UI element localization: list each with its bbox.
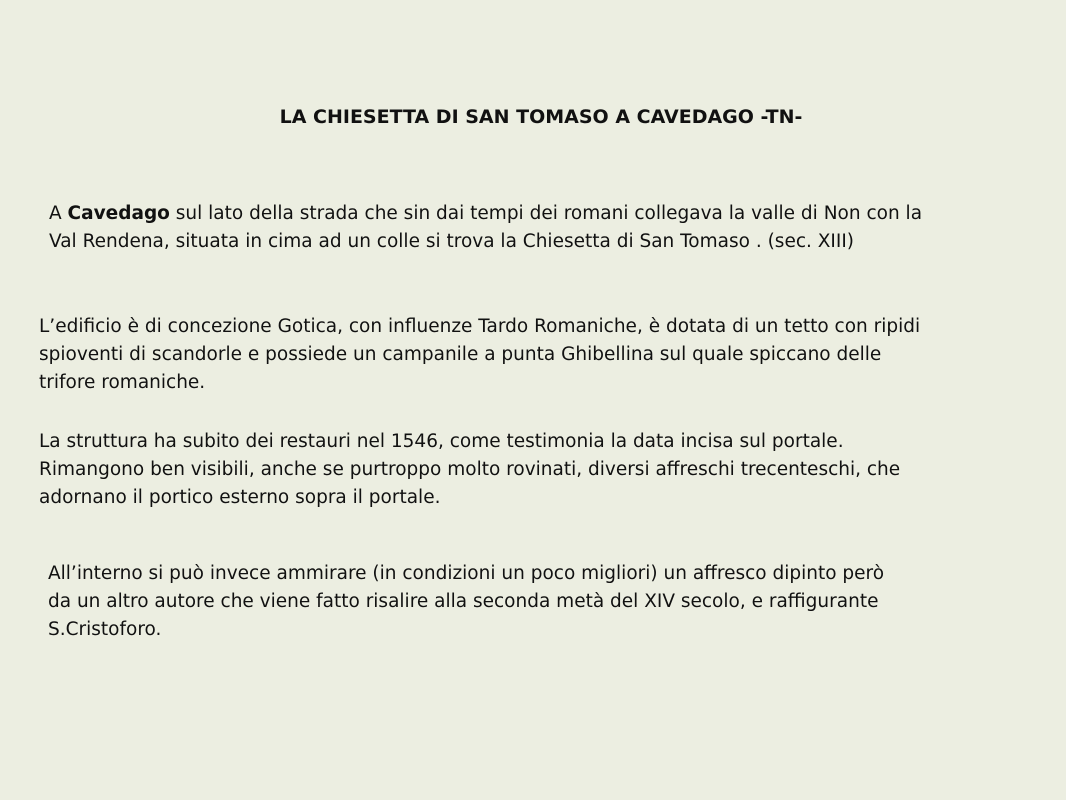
slide-title: LA CHIESETTA DI SAN TOMASO A CAVEDAGO -TN-	[279, 106, 803, 128]
paragraph-line: da un altro autore che viene fatto risalire alla seconda metà del XIV secolo, e raffigurante	[48, 591, 879, 612]
paragraph-intro	[49, 200, 922, 256]
paragraph-architecture	[39, 313, 920, 397]
paragraph-restoration	[39, 428, 900, 512]
place-name-bold: Cavedago	[67, 203, 170, 224]
paragraph-line: S.Cristoforo.	[48, 619, 162, 640]
paragraph-line: Val Rendena, situata in cima ad un colle si trova la Chiesetta di San Tomaso . (sec. XIII)	[49, 231, 855, 252]
paragraph-line: L’edificio è di concezione Gotica, con influenze Tardo Romaniche, è dotata di un tetto con ripidi	[39, 316, 921, 337]
paragraph-line: Rimangono ben visibili, anche se purtroppo molto rovinati, diversi affreschi trecenteschi, che	[39, 459, 901, 480]
paragraph-line: All’interno si può invece ammirare (in condizioni un poco migliori) un affresco dipinto però	[48, 563, 885, 584]
paragraph-line: La struttura ha subito dei restauri nel 1546, come testimonia la data incisa sul portale.	[39, 431, 844, 452]
text-span: sul lato della strada che sin dai tempi dei romani collegava la valle di Non con la	[169, 203, 923, 224]
text-span: A	[49, 203, 68, 224]
paragraph-line	[49, 200, 922, 228]
paragraph-interior	[48, 560, 884, 644]
paragraph-line: trifore romaniche.	[39, 372, 206, 393]
paragraph-line: adornano il portico esterno sopra il portale.	[39, 487, 441, 508]
paragraph-line: spioventi di scandorle e possiede un campanile a punta Ghibellina sul quale spiccano delle	[39, 344, 882, 365]
